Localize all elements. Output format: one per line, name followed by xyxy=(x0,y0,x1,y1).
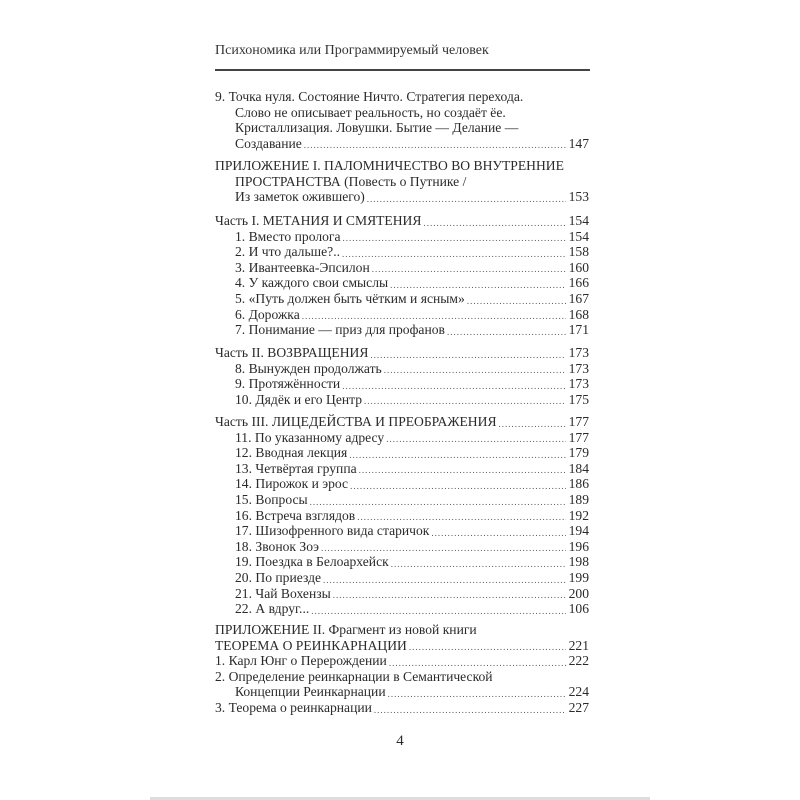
toc-entry-title: Кристаллизация. Ловушки. Бытие — Делание — xyxy=(235,120,519,136)
toc-entry-title: Создавание xyxy=(235,135,302,151)
dot-leader xyxy=(423,217,565,229)
toc-entry-line xyxy=(215,105,589,121)
toc-page-number: 186 xyxy=(568,476,589,492)
toc-entry[interactable] xyxy=(215,653,589,669)
toc-entry[interactable] xyxy=(215,554,589,570)
toc-entry-title: 15. Вопросы xyxy=(235,491,308,507)
dot-leader xyxy=(389,657,566,669)
toc-entry[interactable] xyxy=(215,376,589,392)
toc-entry-title: 1. Вместо пролога xyxy=(235,228,341,244)
toc-entry-title: 4. У каждого свои смыслы xyxy=(235,275,389,291)
toc-entry-line xyxy=(215,120,589,136)
toc-entry-line xyxy=(215,476,589,492)
toc-entry[interactable] xyxy=(215,213,589,229)
dot-leader xyxy=(467,295,566,307)
dot-leader xyxy=(343,232,566,244)
toc-entry-title: 12. Вводная лекция xyxy=(235,445,348,461)
toc-section xyxy=(215,622,589,716)
toc-entry-title: 16. Встреча взглядов xyxy=(235,507,356,523)
toc-entry-line xyxy=(215,638,589,654)
toc-entry-line xyxy=(215,361,589,377)
toc-entry[interactable] xyxy=(215,669,589,700)
toc-entry-title: 6. Дорожка xyxy=(235,306,300,322)
toc-entry[interactable] xyxy=(215,461,589,477)
dot-leader xyxy=(323,574,566,586)
dot-leader xyxy=(384,364,566,376)
toc-page-number: 192 xyxy=(568,507,589,523)
toc-page-number: 106 xyxy=(568,601,589,617)
toc-entry-title: 17. Шизофренного вида старичок xyxy=(235,523,430,539)
dot-leader xyxy=(304,139,566,151)
toc-entry[interactable] xyxy=(215,570,589,586)
toc-entry-title: 9. Точка нуля. Состояние Ничто. Стратегия перехода. xyxy=(215,89,524,104)
toc-entry[interactable] xyxy=(215,260,589,276)
toc-page-number: 179 xyxy=(568,445,589,461)
toc-entry-title: 14. Пирожок и эрос xyxy=(235,476,349,492)
toc-section xyxy=(215,213,589,338)
toc-entry[interactable] xyxy=(215,291,589,307)
toc-entry-title: 1. Карл Юнг о Перерождении xyxy=(215,653,387,669)
toc-entry[interactable] xyxy=(215,414,589,430)
header-rule xyxy=(215,69,590,71)
toc-entry-line xyxy=(215,260,589,276)
toc-entry-title: ПРИЛОЖЕНИЕ II. Фрагмент из новой книги xyxy=(215,622,477,637)
toc-section xyxy=(215,345,589,407)
toc-entry-line xyxy=(215,461,589,477)
dot-leader xyxy=(447,326,566,338)
toc-entry-line xyxy=(215,376,589,392)
toc-entry-title: 2. И что дальше?.. xyxy=(235,244,340,260)
toc-page-number: 189 xyxy=(568,491,589,507)
toc-entry-line xyxy=(215,189,589,205)
dot-leader xyxy=(357,511,565,523)
toc-entry[interactable] xyxy=(215,89,589,151)
toc-page-number: 167 xyxy=(568,290,589,306)
toc-page-number: 166 xyxy=(568,275,589,291)
dot-leader xyxy=(372,263,566,275)
toc-page-number: 177 xyxy=(568,429,589,445)
toc-entry-line xyxy=(215,492,589,508)
toc-page-number: 200 xyxy=(568,585,589,601)
toc-entry-line xyxy=(215,586,589,602)
dot-leader xyxy=(388,688,566,700)
dot-leader xyxy=(367,193,566,205)
toc-page-number: 173 xyxy=(568,376,589,392)
toc-entry-title: 5. «Путь должен быть чётким и ясным» xyxy=(235,290,465,306)
toc-entry-line xyxy=(215,445,589,461)
toc-page-number: 173 xyxy=(568,345,589,360)
dot-leader xyxy=(359,464,566,476)
dot-leader xyxy=(364,395,566,407)
toc-entry-title: 2. Определение реинкарнации в Семантической xyxy=(215,668,493,684)
toc-entry-title: ПРОСТРАНСТВА (Повесть о Путнике / xyxy=(235,173,467,189)
toc-entry[interactable] xyxy=(215,523,589,539)
toc-entry-title: ПРИЛОЖЕНИЕ I. ПАЛОМНИЧЕСТВО ВО ВНУТРЕННИЕ xyxy=(215,158,564,173)
toc-entry-line xyxy=(215,392,589,408)
toc-page-number: 158 xyxy=(568,244,589,260)
toc-entry-line xyxy=(215,554,589,570)
dot-leader xyxy=(374,704,566,716)
toc-page-number: 199 xyxy=(568,569,589,585)
toc-entry[interactable] xyxy=(215,622,589,653)
toc-entry[interactable] xyxy=(215,476,589,492)
toc-entry-line xyxy=(215,229,589,245)
toc-entry[interactable] xyxy=(215,361,589,377)
toc-entry-line xyxy=(215,601,589,617)
toc-page-number: 196 xyxy=(568,538,589,554)
dot-leader xyxy=(342,248,566,260)
toc-entry-line xyxy=(215,523,589,539)
toc-entry-title: 21. Чай Вохензы xyxy=(235,585,331,601)
toc-entry[interactable] xyxy=(215,229,589,245)
toc-entry-line xyxy=(215,653,589,669)
toc-entry-title: Часть I. МЕТАНИЯ И СМЯТЕНИЯ xyxy=(215,213,422,228)
toc-section xyxy=(215,158,589,205)
toc-entry-title: 3. Ивантеевка-Эпсилон xyxy=(235,259,370,275)
toc-page-number: 198 xyxy=(568,554,589,570)
toc-page-number: 154 xyxy=(568,213,589,228)
toc-entry-title: 11. По указанному адресу xyxy=(235,429,385,445)
dot-leader xyxy=(431,527,565,539)
page-number: 4 xyxy=(396,733,404,749)
toc-entry-title: 3. Теорема о реинкарнации xyxy=(215,699,372,715)
toc-entry-line xyxy=(215,430,589,446)
toc-entry[interactable] xyxy=(215,700,589,716)
toc-entry-line xyxy=(215,345,589,361)
toc-entry[interactable] xyxy=(215,508,589,524)
toc-entry-line xyxy=(215,669,589,685)
toc-page-number: 154 xyxy=(568,228,589,244)
toc-entry[interactable] xyxy=(215,307,589,323)
toc-entry-line xyxy=(215,570,589,586)
dot-leader xyxy=(310,496,566,508)
toc-page-number: 171 xyxy=(568,322,589,338)
toc-page-number: 194 xyxy=(568,523,589,539)
toc-entry-line xyxy=(215,244,589,260)
toc-page-number: 160 xyxy=(568,259,589,275)
toc-entry-title: 13. Четвёртая группа xyxy=(235,460,357,476)
toc-entry-line xyxy=(215,307,589,323)
dot-leader xyxy=(391,558,566,570)
toc-entry[interactable] xyxy=(215,392,589,408)
toc-page-number: 175 xyxy=(568,391,589,407)
toc-page-number: 153 xyxy=(568,189,589,205)
toc-entry-line xyxy=(215,414,589,430)
toc-entry-title: 18. Звонок Зоэ xyxy=(235,538,320,554)
toc-page-number: 221 xyxy=(568,637,589,653)
toc-page-number: 147 xyxy=(568,135,589,151)
toc-page-number: 177 xyxy=(568,414,589,429)
dot-leader xyxy=(409,641,566,653)
toc-entry[interactable] xyxy=(215,539,589,555)
toc-entry-line xyxy=(215,684,589,700)
toc-entry[interactable] xyxy=(215,492,589,508)
toc-entry[interactable] xyxy=(215,322,589,338)
dot-leader xyxy=(342,380,565,392)
toc-entry-title: 20. По приезде xyxy=(235,569,322,585)
toc-entry-title: Часть II. ВОЗВРАЩЕНИЯ xyxy=(215,345,369,360)
dot-leader xyxy=(499,418,566,430)
toc-entry-title: 19. Поездка в Белоархейск xyxy=(235,554,389,570)
dot-leader xyxy=(311,605,565,617)
toc-entry-title: Из заметок ожившего) xyxy=(235,189,365,205)
toc-entry-line xyxy=(215,213,589,229)
toc-section xyxy=(215,89,589,151)
toc-entry-title: 7. Понимание — приз для профанов xyxy=(235,322,445,338)
toc-entry-line xyxy=(215,158,589,174)
toc-entry-line xyxy=(215,291,589,307)
toc-page-number: 173 xyxy=(568,360,589,376)
toc-entry[interactable] xyxy=(215,430,589,446)
toc-entry-title: 22. А вдруг... xyxy=(235,601,310,617)
running-head-title: Психономика или Программируемый человек xyxy=(215,43,489,58)
toc-entry-line xyxy=(215,539,589,555)
toc-entry-title: Слово не описывает реальность, но создаёт ёе. xyxy=(235,104,506,120)
toc-entry-title: Концепции Реинкарнации xyxy=(235,684,386,700)
toc-section xyxy=(215,414,589,617)
toc-entry-title: 8. Вынужден продолжать xyxy=(235,360,382,376)
toc-entry-title: 10. Дядёк и его Центр xyxy=(235,391,363,407)
toc-entry-line xyxy=(215,622,589,638)
toc-entry[interactable] xyxy=(215,244,589,260)
toc-entry-title: Часть III. ЛИЦЕДЕЙСТВА И ПРЕОБРАЖЕНИЯ xyxy=(215,414,497,429)
toc-entry-title: 9. Протяжённости xyxy=(235,376,341,392)
toc-entry[interactable] xyxy=(215,601,589,617)
dot-leader xyxy=(370,349,565,361)
toc-entry-title: ТЕОРЕМА О РЕИНКАРНАЦИИ xyxy=(215,637,407,653)
toc-entry-line xyxy=(215,322,589,338)
toc-entry-line xyxy=(215,174,589,190)
toc-entry-line xyxy=(215,700,589,716)
toc-page-number: 227 xyxy=(568,699,589,715)
toc-page-number: 222 xyxy=(568,653,589,669)
toc-entry-line xyxy=(215,508,589,524)
dot-leader xyxy=(390,279,565,291)
toc-entry[interactable] xyxy=(215,445,589,461)
toc-entry-line xyxy=(215,275,589,291)
toc-entry-line xyxy=(215,136,589,152)
toc-page-number: 224 xyxy=(568,684,589,700)
toc-entry[interactable] xyxy=(215,586,589,602)
dot-leader xyxy=(350,480,566,492)
dot-leader xyxy=(349,449,565,461)
toc-page-number: 184 xyxy=(568,460,589,476)
toc-entry[interactable] xyxy=(215,158,589,205)
dot-leader xyxy=(333,589,566,601)
toc-page-number: 168 xyxy=(568,306,589,322)
dot-leader xyxy=(302,310,566,322)
dot-leader xyxy=(386,433,565,445)
dot-leader xyxy=(321,542,566,554)
toc-entry[interactable] xyxy=(215,275,589,291)
toc-entry-line xyxy=(215,89,589,105)
toc-entry[interactable] xyxy=(215,345,589,361)
